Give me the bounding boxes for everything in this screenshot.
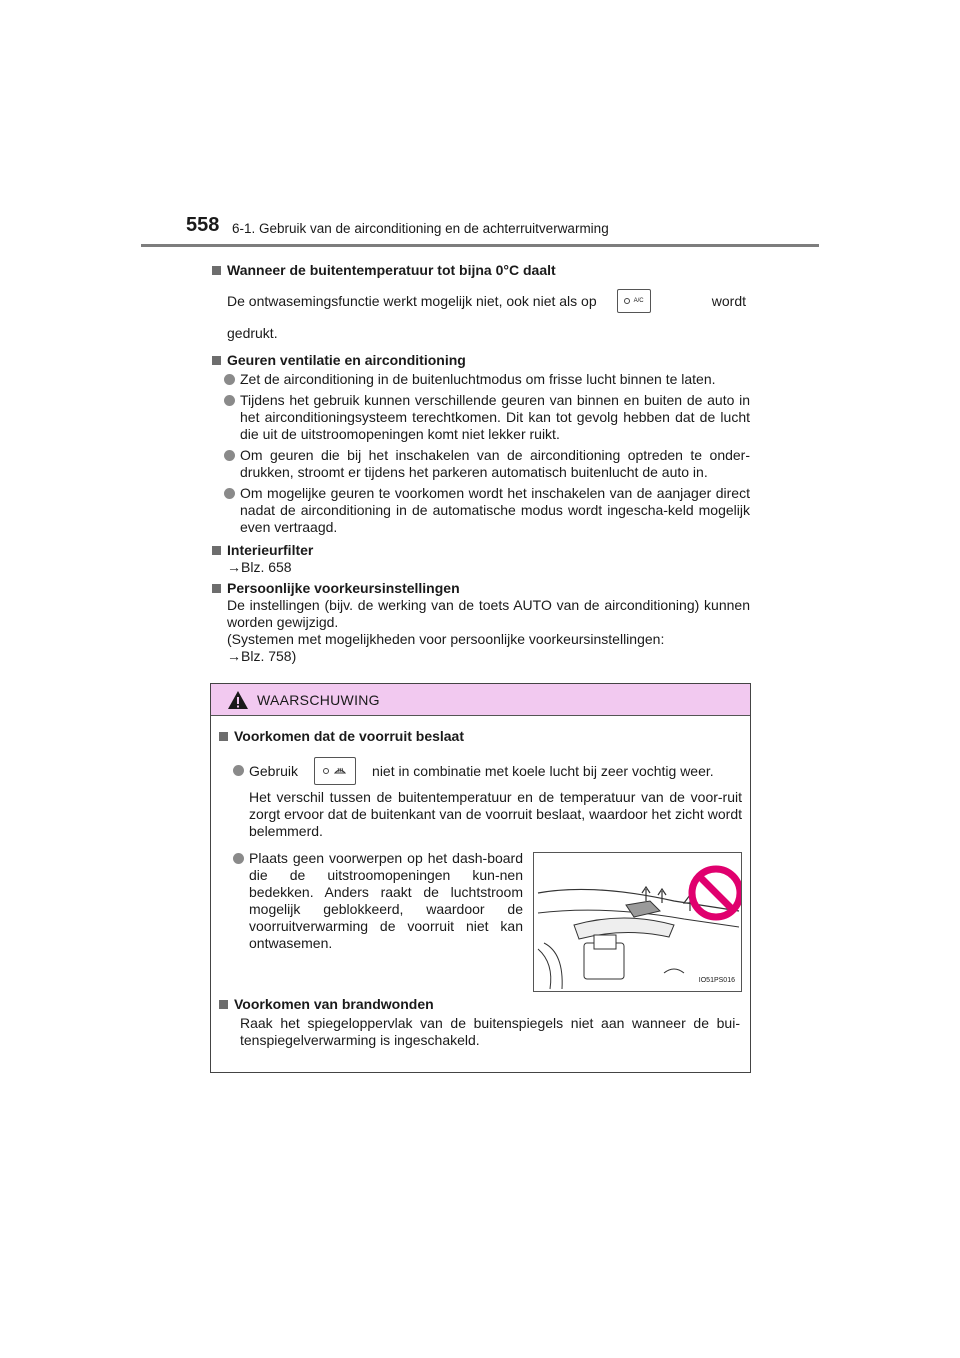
round-bullet-icon [233, 853, 244, 864]
section-heading-odors: Geuren ventilatie en airconditioning [210, 352, 750, 369]
list-item: Zet de airconditioning in de buitenluchtmodus om frisse lucht binnen te laten. [224, 371, 750, 388]
round-bullet-icon [224, 488, 235, 499]
main-content: Wanneer de buitentemperatuur tot bijna 0°C daalt De ontwasemingsfunctie werkt mogelijk niet, ook niet als op A/C wordt gedrukt. Geuren ventilatie en airconditioning Zet de airconditioning in de buitenluchtmodus om frisse lucht binnen te laten. Tijdens het gebruik kunnen verschillende geuren van binnen en buiten de auto in het airconditioningsysteem terechtkomen. Dit kan tot gevolg hebben dat de lucht die uit de uitstroomopeningen komt niet lekker ruikt. Om geuren die bij het inschakelen van de airconditioning optreden te onder-drukken, stroomt er tijdens het parkeren automatisch buitenlucht de auto in. Om mogelijke geuren te voorkomen wordt het inschakelen van de aanjager direct nadat de airconditioning in de automatische modus wordt ingescha-keld mogelijk even vertraagd. Interieurfilter →Blz. 658 Persoonlijke voorkeursinstellingen De instellingen (bijv. de werking van de toets AUTO van de airconditioning) kunnen worden gewijzigd. (Systemen met mogelijkheden voor persoonlijke voorkeursinstellingen: →Blz. 758) [210, 258, 750, 665]
round-bullet-icon [224, 450, 235, 461]
list-item: Om geuren die bij het inschakelen van de airconditioning optreden te onder-drukken, stroomt er tijdens het parkeren automatisch buitenlucht de auto in. [224, 447, 750, 481]
ac-button-icon: A/C [617, 289, 651, 313]
list-item: Plaats geen voorwerpen op het dash-board die de uitstroomopeningen kun-nen bedekken. Anders raakt de luchtstroom mogelijk geblokkeerd, waardoor de voorruitverwarming de voorruit niet kan ontwasemen. [233, 850, 523, 992]
page-reference-link[interactable]: →Blz. 658 [227, 559, 292, 575]
section-heading-filter: Interieurfilter [210, 542, 750, 559]
warning-box [210, 683, 751, 1073]
warning-row-dashboard [217, 850, 742, 992]
warning-heading-fog: Voorkomen dat de voorruit beslaat [217, 728, 742, 745]
front-defrost-button-icon [314, 757, 356, 785]
list-item: Gebruik niet in combinatie met koele lucht bij zeer vochtig weer. Het verschil tussen de buitentemperatuur en de temperatuur van de voor-ruit zorgt ervoor dat de buitenkant van de voorruit beslaat, waardoor het zicht wordt belemmerd. [233, 757, 742, 840]
section-heading-preferences: Persoonlijke voorkeursinstellingen [210, 580, 750, 597]
square-bullet-icon [212, 584, 221, 593]
dashboard-illustration [533, 852, 742, 992]
warning-heading-burns: Voorkomen van brandwonden [217, 996, 742, 1013]
warning-title: WAARSCHUWING [257, 691, 380, 708]
section-heading-temperature: Wanneer de buitentemperatuur tot bijna 0°C daalt [210, 262, 750, 279]
square-bullet-icon [219, 1000, 228, 1009]
square-bullet-icon [219, 732, 228, 741]
square-bullet-icon [212, 546, 221, 555]
round-bullet-icon [224, 374, 235, 385]
page-number: 558 [186, 214, 220, 236]
image-code: IO51PS016 [698, 977, 735, 984]
square-bullet-icon [212, 356, 221, 365]
defrost-icon [333, 764, 347, 778]
section-text-temperature: De ontwasemingsfunctie werkt mogelijk niet, ook niet als op A/C wordt [227, 289, 750, 313]
warning-body: Voorkomen dat de voorruit beslaat Gebruik niet in combinatie met koele lucht bij zeer vochtig weer. Het verschil tussen de buitentemperatuur en de temperatuur van de voor-ruit zorgt ervoor dat de buitenkant van de voorruit beslaat, waardoor het zicht wordt belemmerd. Plaats geen voorwerpen op het dash-board die de uitstroomopeningen kun-nen bedekken. Anders raakt de luchtstroom mogelijk geblokkeerd, waardoor de voorruitverwarming de voorruit niet kan ontwasemen. IO51PS016 Voorkomen van brandwonden Raak het spiegeloppervlak van de buitenspiegels niet aan wanneer de bui-tenspiegelverwarming is ingeschakeld. [211, 716, 750, 1049]
page-reference-link[interactable]: →Blz. 758) [227, 648, 297, 664]
round-bullet-icon [233, 765, 244, 776]
warning-triangle-icon [227, 690, 249, 710]
warning-header [211, 684, 750, 716]
page-header [0, 0, 960, 250]
list-item: Tijdens het gebruik kunnen verschillende geuren van binnen en buiten de auto in het airconditioningsysteem terechtkomen. Dit kan tot gevolg hebben dat de lucht die uit de uitstroomopeningen komt niet lekker ruikt. [224, 392, 750, 443]
list-item: Om mogelijke geuren te voorkomen wordt het inschakelen van de aanjager direct nadat de airconditioning in de automatische modus wordt ingescha-keld mogelijk even vertraagd. [224, 485, 750, 536]
round-bullet-icon [224, 395, 235, 406]
chapter-title: 6-1. Gebruik van de airconditioning en de achterruitverwarming [232, 221, 609, 236]
header-rule [141, 244, 819, 247]
square-bullet-icon [212, 266, 221, 275]
dashboard-image [534, 853, 741, 991]
